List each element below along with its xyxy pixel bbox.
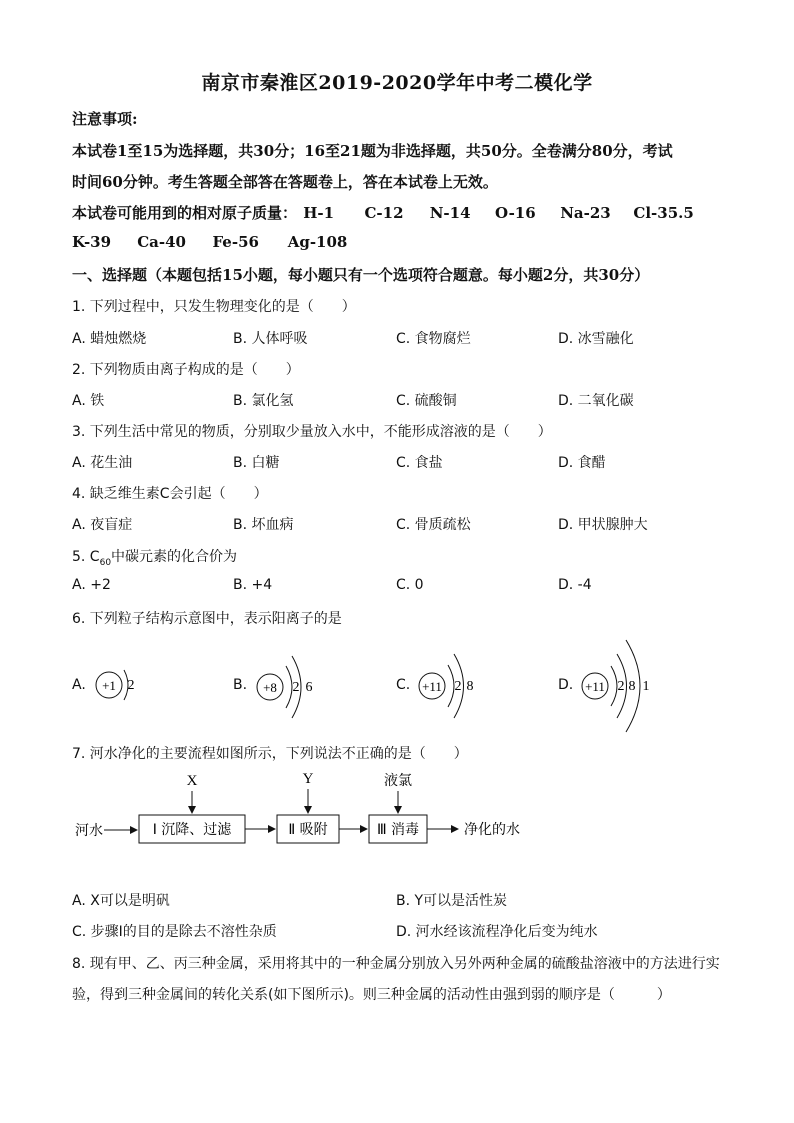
flow-reagent-label: 液氯	[384, 773, 412, 789]
nucleus-charge: +11	[585, 679, 605, 694]
answer-option: A. 铁	[72, 393, 105, 409]
question-stem: 2. 下列物质由离子构成的是（ ）	[72, 362, 300, 378]
answer-option: B.	[233, 677, 248, 693]
question-stem: 3. 下列生活中常见的物质，分别取少量放入水中，不能形成溶液的是（ ）	[72, 424, 552, 440]
stem-part: 5. C	[72, 549, 100, 565]
flow-reagent-label: Y	[302, 771, 314, 787]
atomic-mass-row-2	[72, 233, 347, 251]
atomic-mass-row-1	[72, 202, 694, 223]
answer-option: C. 食物腐烂	[396, 331, 471, 347]
answer-option: A. 花生油	[72, 455, 133, 471]
nucleus-charge: +11	[422, 679, 442, 694]
answer-option: D. 冰雪融化	[558, 331, 634, 347]
answer-option: B. 白糖	[233, 455, 280, 471]
flow-step-label: Ⅲ 消毒	[376, 822, 420, 838]
notice-heading: 注意事项:	[72, 110, 138, 128]
flow-step-label: Ⅰ 沉降、过滤	[152, 822, 232, 838]
electron-shell-arc	[448, 665, 454, 707]
question-stem: 1. 下列过程中，只发生物理变化的是（ ）	[72, 299, 356, 315]
shell-electrons: 8	[466, 679, 474, 694]
notice-line-1: 本试卷1至15为选择题，共30分；16至21题为非选择题，共50分。全卷满分80分，考试	[72, 142, 673, 160]
answer-option: C. 食盐	[396, 455, 443, 471]
shell-electrons: 2	[454, 679, 462, 694]
answer-option: B. Y可以是活性炭	[396, 893, 508, 909]
section-heading: 一、选择题（本题包括15小题，每小题只有一个选项符合题意。每小题2分，共30分）	[72, 266, 650, 284]
flow-reagent-label: X	[186, 773, 198, 789]
flow-output-label: 净化的水	[464, 822, 520, 838]
answer-option: B. 氯化氢	[233, 393, 294, 409]
atomic-mass: O-16	[494, 204, 536, 222]
atomic-mass: Cl-35.5	[633, 204, 694, 222]
answer-option: B. 坏血病	[233, 517, 294, 533]
atomic-mass: H-1	[303, 204, 335, 222]
answer-option: D. -4	[558, 577, 592, 593]
atom-diagram-d	[582, 640, 650, 732]
answer-option: A.	[72, 677, 86, 693]
notice-line-2: 时间60分钟。考生答题全部答在答题卷上，答在本试卷上无效。	[72, 173, 498, 191]
question-stem-continued: 验，得到三种金属间的转化关系(如下图所示)。则三种金属的活动性由强到弱的顺序是（ ）	[72, 987, 671, 1003]
atomic-mass: K-39	[72, 233, 112, 251]
question-stem: 7. 河水净化的主要流程如图所示，下列说法不正确的是（ ）	[72, 746, 468, 762]
atomic-mass: Ca-40	[137, 233, 186, 251]
answer-option: C. 步骤Ⅰ的目的是除去不溶性杂质	[72, 924, 277, 940]
purification-flow-diagram	[0, 765, 794, 855]
atom-diagram-b	[257, 656, 313, 718]
page-title: 南京市秦淮区2019-2020学年中考二模化学	[201, 72, 593, 94]
answer-option: C. 硫酸铜	[396, 393, 457, 409]
flow-input-label: 河水	[75, 823, 103, 839]
shell-electrons: 8	[628, 679, 636, 694]
subscript: 60	[99, 557, 112, 568]
atom-diagram-a	[96, 670, 135, 700]
atomic-mass: C-12	[364, 204, 404, 222]
shell-electrons: 1	[642, 679, 650, 694]
atomic-mass: N-14	[429, 204, 471, 222]
answer-option: D. 二氧化碳	[558, 393, 634, 409]
answer-option: C.	[396, 677, 411, 693]
shell-electrons: 2	[617, 679, 625, 694]
nucleus-charge: +8	[263, 680, 277, 695]
question-stem: 6. 下列粒子结构示意图中，表示阳离子的是	[72, 611, 342, 627]
electron-shell-arc	[286, 666, 292, 708]
answer-option: C. 骨质疏松	[396, 517, 471, 533]
nucleus-charge: +1	[102, 678, 116, 693]
question-stem	[72, 546, 237, 568]
stem-part: 中碳元素的化合价为	[111, 549, 238, 565]
answer-option: B. 人体呼吸	[233, 331, 308, 347]
question-stem: 8. 现有甲、乙、丙三种金属，采用将其中的一种金属分别放入另外两种金属的硫酸盐溶液中的方法进行实	[72, 956, 720, 972]
answer-option: D.	[558, 677, 574, 693]
atomic-mass: Fe-56	[212, 233, 259, 251]
answer-option: A. X可以是明矾	[72, 893, 170, 909]
answer-option: C. 0	[396, 577, 424, 593]
question-stem: 4. 缺乏维生素C会引起（ ）	[72, 486, 268, 502]
answer-option: A. 夜盲症	[72, 517, 133, 533]
atom-diagrams	[0, 630, 794, 740]
flow-step-label: Ⅱ 吸附	[288, 822, 328, 838]
answer-option: A. +2	[72, 577, 111, 593]
shell-electrons: 2	[292, 680, 300, 695]
answer-option: D. 食醋	[558, 455, 606, 471]
shell-electrons: 6	[305, 680, 313, 695]
answer-option: D. 甲状腺肿大	[558, 517, 648, 533]
answer-option: B. +4	[233, 577, 273, 593]
atomic-mass: Ag-108	[287, 233, 348, 251]
atomic-mass: Na-23	[560, 204, 611, 222]
answer-option: A. 蜡烛燃烧	[72, 331, 147, 347]
electron-shell-arc	[611, 666, 617, 706]
shell-electrons: 2	[127, 678, 135, 693]
answer-option: D. 河水经该流程净化后变为纯水	[396, 924, 598, 940]
atom-diagram-c	[419, 654, 474, 718]
atomic-mass-label: 本试卷可能用到的相对原子质量：	[72, 204, 298, 222]
